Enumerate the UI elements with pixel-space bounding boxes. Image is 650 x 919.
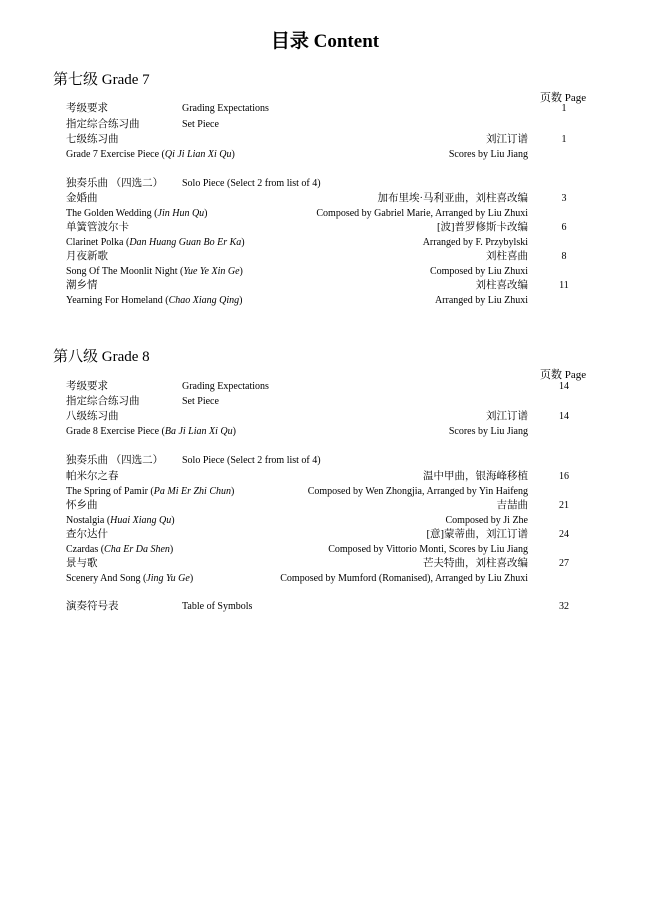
piece-en: The Spring of Pamir (Pa Mi Er Zhi Chun) bbox=[66, 486, 235, 497]
exercise-by-en: Scores by Liu Jiang bbox=[448, 426, 528, 437]
piece-zh: 金婚曲 bbox=[66, 193, 98, 204]
expectations-zh: 考级要求 bbox=[66, 381, 108, 392]
piece-by-zh: [意]蒙蒂曲，刘江订谱 bbox=[426, 529, 528, 540]
grade8-piece3-en-row bbox=[66, 543, 528, 557]
page-title: 目录 Content bbox=[270, 31, 380, 52]
piece-by-zh: [波]普罗修斯卡改编 bbox=[437, 222, 528, 233]
set-piece-en: Set Piece bbox=[182, 396, 219, 407]
solo-en: Solo Piece (Select 2 from list of 4) bbox=[182, 178, 321, 189]
grade7-piece1-en-row bbox=[66, 207, 528, 221]
grade8-heading: 第八级 Grade 8 bbox=[53, 349, 150, 365]
grade7-piece3-en-row bbox=[66, 265, 528, 279]
piece-zh: 单簧管波尔卡 bbox=[66, 222, 129, 233]
solo-en: Solo Piece (Select 2 from list of 4) bbox=[182, 455, 321, 466]
grade8-page-label: 页数 Page bbox=[540, 369, 587, 381]
page-number: 3 bbox=[561, 193, 567, 204]
exercise-zh: 八级练习曲 bbox=[66, 411, 119, 422]
exercise-by-zh: 刘江订谱 bbox=[486, 411, 528, 422]
piece-en: Yearning For Homeland (Chao Xiang Qing) bbox=[66, 295, 243, 306]
grade7-expectations-row[interactable] bbox=[66, 102, 567, 116]
exercise-zh: 七级练习曲 bbox=[66, 134, 119, 145]
page-number: 32 bbox=[559, 601, 569, 612]
grade7-page-label: 页数 Page bbox=[540, 92, 587, 104]
grade8-piece1-en-row bbox=[66, 485, 528, 499]
piece-by-en: Composed by Mumford (Romanised), Arranged by Liu Zhuxi bbox=[280, 573, 528, 584]
piece-by-zh: 加布里埃·马利亚曲，刘柱喜改编 bbox=[377, 193, 528, 204]
set-piece-zh: 指定综合练习曲 bbox=[66, 396, 140, 407]
piece-en: Nostalgia (Huai Xiang Qu) bbox=[66, 515, 175, 526]
solo-zh: 独奏乐曲 （四选二） bbox=[66, 178, 164, 189]
piece-zh: 潮乡情 bbox=[66, 280, 98, 291]
piece-by-en: Composed by Liu Zhuxi bbox=[429, 266, 528, 277]
grade8-piece1-row[interactable] bbox=[66, 470, 569, 484]
grade7-piece4-en-row bbox=[66, 294, 528, 308]
piece-by-en: Arranged by F. Przybylski bbox=[422, 237, 528, 248]
piece-en: Song Of The Moonlit Night (Yue Ye Xin Ge) bbox=[66, 266, 243, 277]
grade7-piece4-row[interactable] bbox=[66, 279, 569, 293]
piece-en: Scenery And Song (Jing Yu Ge) bbox=[66, 573, 194, 584]
symbols-en: Table of Symbols bbox=[182, 601, 253, 612]
piece-by-zh: 芒夫特曲，刘柱喜改编 bbox=[423, 558, 528, 569]
grade7-piece2-row[interactable] bbox=[66, 221, 567, 235]
page-number: 14 bbox=[559, 381, 569, 392]
grade7-piece3-row[interactable] bbox=[66, 250, 567, 264]
exercise-en: Grade 8 Exercise Piece (Ba Ji Lian Xi Qu) bbox=[66, 426, 236, 437]
page-number: 24 bbox=[559, 529, 569, 540]
piece-by-en: Composed by Wen Zhongjia, Arranged by Yin Haifeng bbox=[307, 486, 528, 497]
page-number: 14 bbox=[559, 411, 569, 422]
piece-zh: 景与歌 bbox=[66, 558, 98, 569]
piece-zh: 帕米尔之春 bbox=[66, 471, 119, 482]
piece-by-zh: 吉喆曲 bbox=[496, 500, 528, 511]
page-number: 1 bbox=[561, 103, 567, 114]
exercise-by-zh: 刘江订谱 bbox=[486, 134, 528, 145]
piece-zh: 查尔达什 bbox=[66, 529, 108, 540]
symbols-zh: 演奏符号表 bbox=[66, 601, 119, 612]
piece-by-en: Composed by Vittorio Monti, Scores by Liu Jiang bbox=[328, 544, 528, 555]
grade8-piece2-en-row bbox=[66, 514, 528, 528]
piece-en: Czardas (Cha Er Da Shen) bbox=[66, 544, 174, 555]
page-number: 21 bbox=[559, 500, 569, 511]
grade7-heading: 第七级 Grade 7 bbox=[53, 72, 150, 88]
grade8-piece4-row[interactable] bbox=[66, 557, 569, 571]
piece-en: The Golden Wedding (Jin Hun Qu) bbox=[66, 208, 208, 219]
piece-by-en: Composed by Gabriel Marie, Arranged by Liu Zhuxi bbox=[316, 208, 528, 219]
grade8-piece3-row[interactable] bbox=[66, 528, 569, 542]
page-number: 6 bbox=[561, 222, 567, 233]
grade7-exercise-en-row bbox=[66, 148, 528, 162]
piece-en: Clarinet Polka (Dan Huang Guan Bo Er Ka) bbox=[66, 237, 245, 248]
grade8-exercise-en-row bbox=[66, 425, 528, 439]
piece-by-zh: 刘柱喜曲 bbox=[486, 251, 528, 262]
grade7-set-piece-row[interactable] bbox=[66, 118, 528, 132]
piece-by-zh: 刘柱喜改编 bbox=[475, 280, 528, 291]
piece-by-en: Composed by Ji Zhe bbox=[445, 515, 528, 526]
grade8-expectations-row[interactable] bbox=[66, 380, 569, 394]
expectations-en: Grading Expectations bbox=[182, 381, 269, 392]
grade8-set-piece-row[interactable] bbox=[66, 395, 528, 409]
grade7-piece1-row[interactable] bbox=[66, 192, 567, 206]
piece-by-zh: 温中甲曲，银海峰移植 bbox=[423, 471, 528, 482]
set-piece-en: Set Piece bbox=[182, 119, 219, 130]
grade8-piece2-row[interactable] bbox=[66, 499, 569, 513]
page-number: 27 bbox=[559, 558, 569, 569]
grade8-piece4-en-row bbox=[66, 572, 528, 586]
grade8-exercise-row[interactable] bbox=[66, 410, 569, 424]
grade7-exercise-row[interactable] bbox=[66, 133, 567, 147]
page-number: 8 bbox=[561, 251, 567, 262]
page-number: 1 bbox=[561, 134, 567, 145]
grade7-solo-row bbox=[66, 177, 528, 191]
grade8-solo-row bbox=[66, 454, 528, 468]
set-piece-zh: 指定综合练习曲 bbox=[66, 119, 140, 130]
solo-zh: 独奏乐曲 （四选二） bbox=[66, 455, 164, 466]
symbols-row[interactable] bbox=[66, 600, 569, 614]
piece-zh: 怀乡曲 bbox=[66, 500, 98, 511]
grade7-piece2-en-row bbox=[66, 236, 528, 250]
page-number: 11 bbox=[559, 280, 569, 291]
page-number: 16 bbox=[559, 471, 569, 482]
expectations-en: Grading Expectations bbox=[182, 103, 269, 114]
exercise-en: Grade 7 Exercise Piece (Qi Ji Lian Xi Qu) bbox=[66, 149, 235, 160]
piece-by-en: Arranged by Liu Zhuxi bbox=[434, 295, 528, 306]
exercise-by-en: Scores by Liu Jiang bbox=[448, 149, 528, 160]
expectations-zh: 考级要求 bbox=[66, 103, 108, 114]
piece-zh: 月夜新歌 bbox=[66, 251, 108, 262]
